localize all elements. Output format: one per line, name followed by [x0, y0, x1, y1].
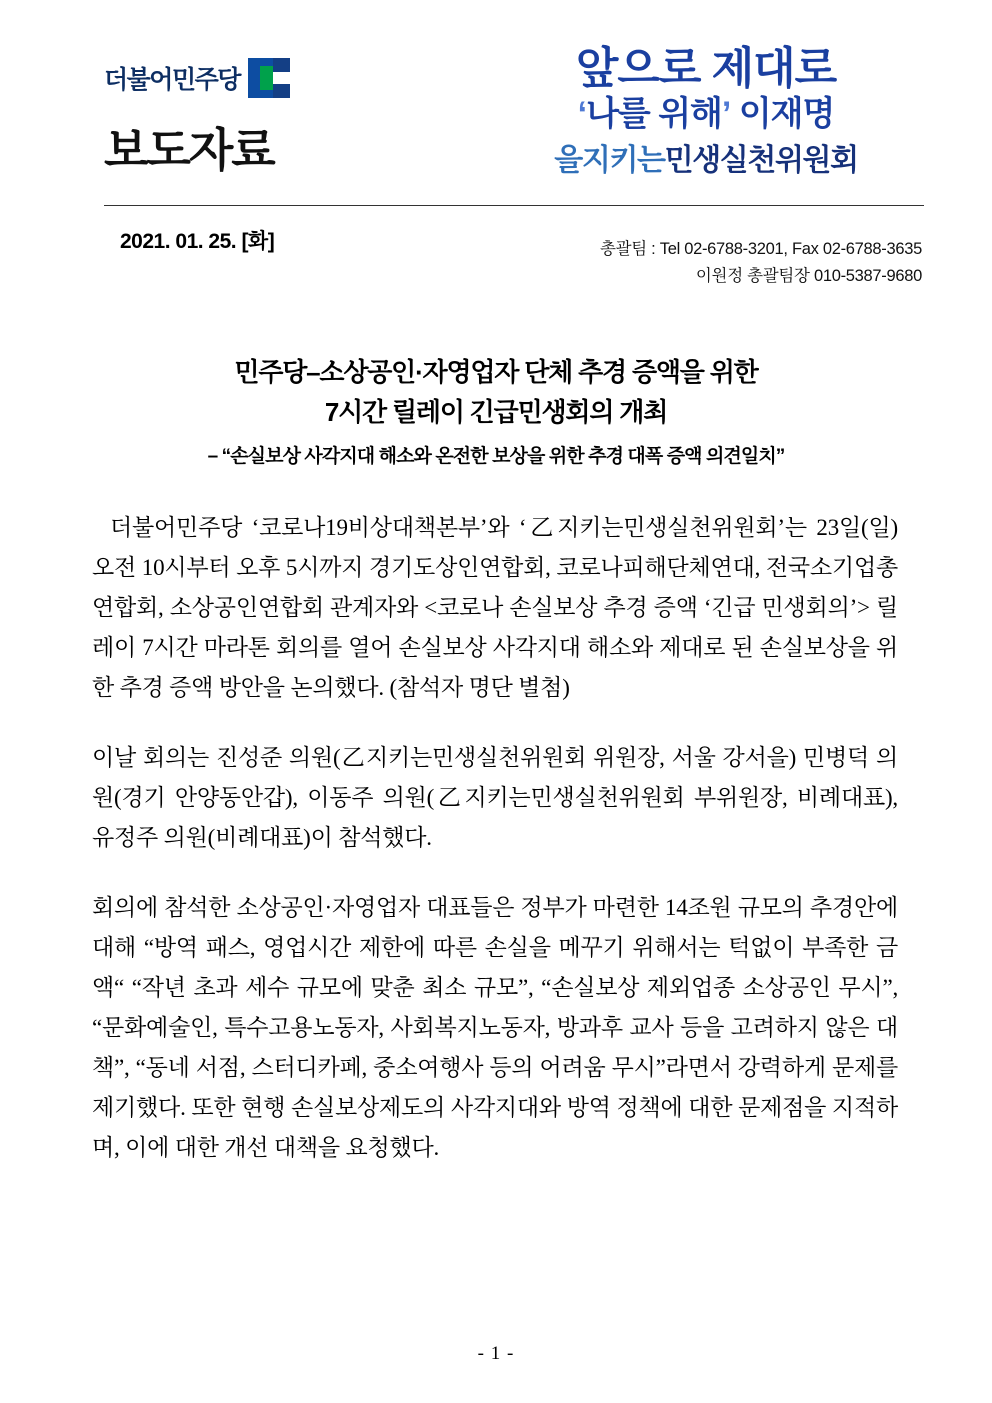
- contact-info: [492, 236, 922, 290]
- contact-line-2: 이원정 총괄팀장 010-5387-9680: [695, 267, 922, 286]
- body-paragraph-3: 회의에 참석한 소상공인·자영업자 대표들은 정부가 마련한 14조원 규모의 추경안에 대해 “방역 패스, 영업시간 제한에 따른 손실을 메꾸기 위해서는 턱없이 부족한 금액“ “작년 초과 세수 규모에 맞춘 최소 규모”, “손실보상 제외업종 소상공인 무시”, “문화예술인, 특수고용노동자, 사회복지노동자, 방과후 교사 등을 고려하지 않은 대책”, “동네 서점, 스터디카페, 중소여행사 등의 어려움 무시”라면서 강력하게 문제를 제기했다. 또한 현행 손실보상제도의 사각지대와 방역 정책에 대한 문제점을 지적하며, 이에 대한 개선 대책을 요청했다.: [92, 894, 898, 1160]
- body-paragraph-2: 이날 회의는 진성준 의원(乙지키는민생실천위원회 위원장, 서울 강서을) 민병덕 의원(경기 안양동안갑), 이동주 의원(乙지키는민생실천위원회 부위원장, 비례대표), 유정주 의원(비례대표)이 참석했다.: [92, 744, 898, 850]
- committee-name-prefix: 을지키는: [554, 143, 665, 177]
- campaign-logo: [496, 46, 916, 179]
- document-header: [58, 40, 934, 288]
- document-type-title: 보도자료: [104, 124, 274, 176]
- committee-name: [496, 143, 916, 179]
- page-number: - 1 -: [477, 1343, 515, 1364]
- campaign-slogan-main: 나를 위해: [586, 95, 722, 134]
- party-name: 더불어민주당: [104, 66, 240, 94]
- brand-block: [104, 58, 404, 180]
- campaign-quote-close: ’: [721, 95, 731, 134]
- page-subtitle: – “손실보상 사각지대 해소와 온전한 보상을 위한 추경 대폭 증액 의견일치”: [207, 445, 785, 467]
- contact-line-1: 총괄팀 : Tel 02-6788-3201, Fax 02-6788-3635: [599, 240, 922, 258]
- campaign-quote-open: ‘: [577, 95, 587, 134]
- document-date: 2021. 01. 25. [화]: [120, 230, 275, 253]
- party-logo: [104, 58, 404, 98]
- document-body: [58, 508, 934, 1168]
- title-block: [58, 352, 934, 468]
- campaign-candidate-name: 이재명: [738, 95, 835, 134]
- party-logo-icon: [248, 58, 290, 98]
- page-title-line2: 7시간 릴레이 긴급민생회의 개최: [324, 397, 668, 428]
- campaign-slogan-line2: [496, 94, 916, 135]
- header-divider: [104, 205, 924, 206]
- committee-name-suffix: 민생실천위원회: [664, 143, 858, 177]
- campaign-slogan-line1: 앞으로 제대로: [575, 44, 837, 93]
- body-paragraph-1: 더불어민주당 ‘코로나19비상대책본부’와 ‘乙지키는민생실천위원회’는 23일(일) 오전 10시부터 오후 5시까지 경기도상인연합회, 코로나피해단체연대, 전국소기업총연합회, 소상공인연합회 관계자와 <코로나 손실보상 추경 증액 ‘긴급 민생회의’> 릴레이 7시간 마라톤 회의를 열어 손실보상 사각지대 해소와 제대로 된 손실보상을 위한 추경 증액 방안을 논의했다. (참석자 명단 별첨): [92, 514, 898, 700]
- page-title-line1: 민주당–소상공인·자영업자 단체 추경 증액을 위한: [234, 357, 758, 387]
